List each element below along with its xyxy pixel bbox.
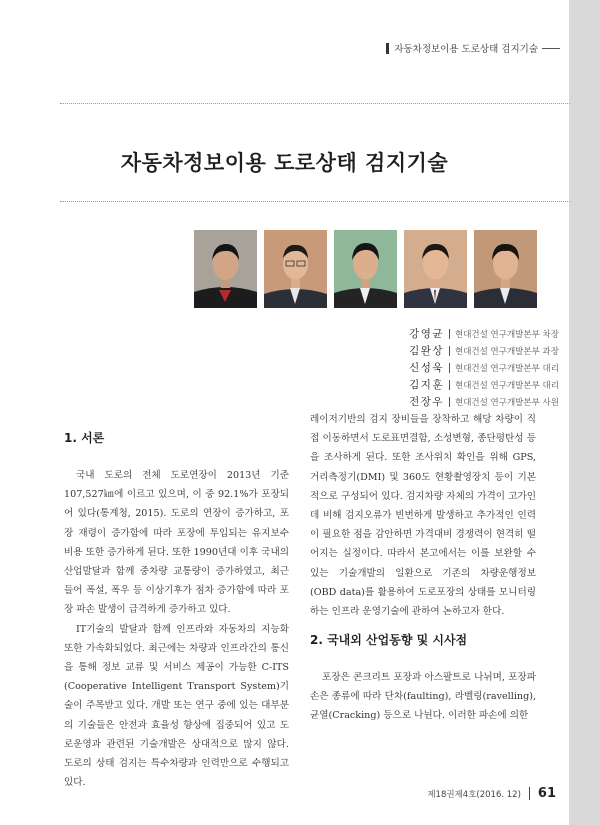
running-head-text: 자동차정보이용 도로상태 검지기술 <box>394 44 538 55</box>
left-column <box>64 466 289 792</box>
top-dotted-rule <box>60 103 570 104</box>
running-head-marker <box>386 43 389 54</box>
author-name: 김완상 <box>409 345 444 357</box>
author-name: 김지훈 <box>409 379 444 391</box>
intro-paragraph-1: 국내 도로의 전체 도로연장이 2013년 기준 107,527㎞에 이르고 있으며, 이 중 92.1%가 포장되어 있다(통계청, 2015). 도로의 연장이 증가하고, 포장 재령이 증가함에 따라 포장에 투입되는 유지보수 비용 또한 증가하게 된다. 또한 1990년대 이후 국내의 산업발달과 함께 중차량 교통량이 증가하였고, 최근 들어 폭설, 폭우 등 이상기후가 점차 증가함에 따라 포장 파손 발생이 급격하게 증가하고 있다. <box>64 470 289 616</box>
author-photo <box>474 230 537 308</box>
author-affiliation: 현대건설 연구개발본부 사원 <box>455 397 559 408</box>
author-photos <box>194 230 544 308</box>
trends-paragraph-1: 포장은 콘크리트 포장과 아스팔트로 나뉘며, 포장파손은 종류에 따라 단차(faulting), 라벨링(ravelling), 균열(Cracking) 등으로 나뉜다. 이러한 파손에 의한 <box>310 672 536 722</box>
right-margin-band <box>569 0 600 825</box>
section2-column <box>310 668 536 726</box>
article-title: 자동차정보이용 도로상태 검지기술 <box>120 151 449 175</box>
page-number: 61 <box>537 786 556 801</box>
section-heading-intro: 1. 서론 <box>64 431 105 445</box>
author-name: 신성욱 <box>409 362 444 374</box>
issue-info: 제18권제4호(2016. 12) <box>427 789 521 800</box>
author-affiliation: 현대건설 연구개발본부 대리 <box>455 380 559 391</box>
intro-paragraph-2: IT기술의 발달과 함께 인프라와 자동차의 지능화 또한 가속화되었다. 최근에는 차량과 인프라간의 통신을 통해 정보 교류 및 서비스 제공이 가능한 C-ITS (Cooperative Intelligent Transport System)기술이 주목받고 있다. 개발 또는 연구 중에 있는 대부분의 기술들은 안전과 효율성 향상에 집중되어 있고 도로운영과 관련된 기술개발은 상대적으로 많지 않다. 도로의 상태 검지는 특수차량과 인력만으로 수행되고 있다. <box>64 623 289 789</box>
title-dotted-rule <box>60 201 570 202</box>
right-column <box>310 410 536 621</box>
section-heading-trends: 2. 국내외 산업동향 및 시사점 <box>310 633 468 647</box>
author-divider <box>449 346 450 356</box>
footer-divider <box>529 787 530 800</box>
author-divider <box>449 380 450 390</box>
author-affiliation: 현대건설 연구개발본부 차장 <box>455 329 559 340</box>
author-divider <box>449 329 450 339</box>
page-footer <box>427 786 556 801</box>
author-affiliation: 현대건설 연구개발본부 대리 <box>455 363 559 374</box>
author-affiliation: 현대건설 연구개발본부 과장 <box>455 346 559 357</box>
author-name: 강영균 <box>409 328 444 340</box>
author-photo <box>194 230 257 308</box>
author-entry <box>409 359 559 376</box>
author-photo <box>264 230 327 308</box>
author-entry <box>409 376 559 393</box>
author-name: 전장우 <box>409 396 444 408</box>
author-photo <box>334 230 397 308</box>
author-entry <box>409 393 559 410</box>
author-photo <box>404 230 467 308</box>
author-entry <box>409 342 559 359</box>
right-paragraph-continued: 레이저기반의 검지 장비들을 장착하고 해당 차량이 직접 이동하면서 도로표면결함, 소성변형, 종단평탄성 등을 조사하게 된다. 또한 조사위치 확인을 위해 GPS, 거리측정기(DMI) 및 360도 현황촬영장치 등이 기본적으로 구성되어 있다. 검지차량 자체의 가격이 고가인데 비해 검지오류가 빈번하게 발생하고 추가적인 인력이 필요한 점을 감안하면 가격대비 경쟁력이 현격히 떨어지는 실정이다. 따라서 본고에서는 이를 보완할 수 있는 기술개발의 일환으로 기존의 차량운행정보 (OBD data)를 활용하여 도로포장의 상태를 모니터링하는 인프라 운영기술에 관하여 논하고자 한다. <box>310 414 536 618</box>
running-head <box>386 41 560 55</box>
author-entry <box>409 325 559 342</box>
running-head-rule <box>542 48 560 49</box>
author-divider <box>449 363 450 373</box>
author-divider <box>449 397 450 407</box>
author-list <box>409 325 559 410</box>
